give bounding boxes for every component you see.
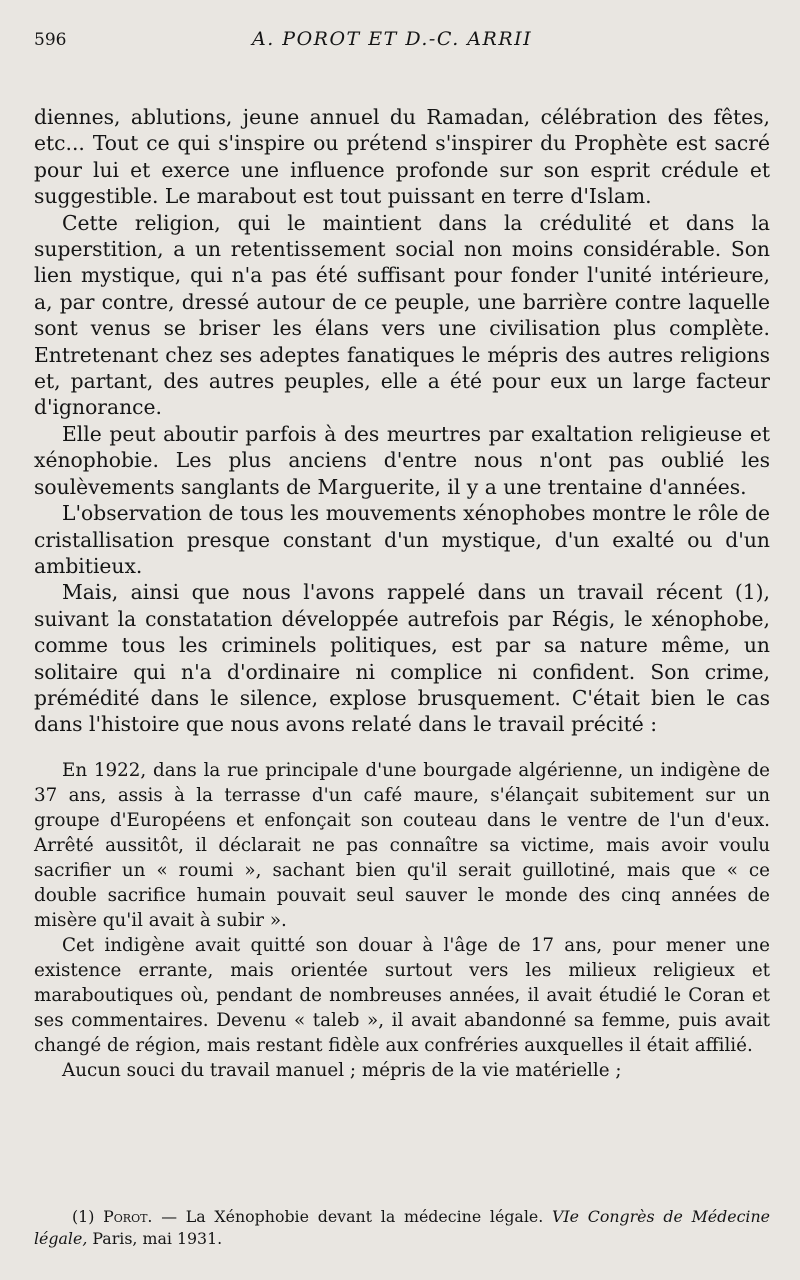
footnote-place-date: Paris, mai 1931. <box>87 1229 223 1248</box>
case-report-quote <box>34 758 770 1083</box>
paragraph: L'observation de tous les mouvements xénophobes montre le rôle de cristallisation presque constant d'un mystique, d'un exalté ou d'un ambitieux. <box>34 501 770 578</box>
paragraph: diennes, ablutions, jeune annuel du Ramadan, célébration des fêtes, etc... Tout ce qui s'inspire ou prétend s'inspirer du Prophète est sacré pour lui et exerce une influence profonde sur son esprit crédule et suggestible. Le marabout est tout puissant en terre d'Islam. <box>34 105 770 209</box>
body-text <box>34 104 770 738</box>
quote-paragraph: Cet indigène avait quitté son douar à l'âge de 17 ans, pour mener une existence errante, mais orientée surtout vers les milieux religieux et maraboutiques où, pendant de nombreuses années, il avait étudié le Coran et ses commentaires. Devenu « taleb », il avait abandonné sa femme, puis avait changé de région, mais restant fidèle aux confréries auxquelles il était affilié. <box>34 934 770 1056</box>
paragraph: Mais, ainsi que nous l'avons rappelé dans un travail récent (1), suivant la constatation développée autrefois par Régis, le xénophobe, comme tous les criminels politiques, est par sa nature même, un solitaire qui n'a d'ordinaire ni complice ni confident. Son crime, prémédité dans le silence, explose brusquement. C'était bien le cas dans l'histoire que nous avons relaté dans le travail précité : <box>34 580 770 737</box>
page-number: 596 <box>34 30 67 50</box>
footnote-author: Porot. <box>103 1207 153 1226</box>
paragraph: Cette religion, qui le maintient dans la crédulité et dans la superstition, a un retentissement social non moins considérable. Son lien mystique, qui n'a pas été suffisant pour fonder l'unité intérieure, a, par contre, dressé autour de ce peuple, une barrière contre laquelle sont venus se briser les élans vers une civilisation plus complète. Entretenant chez ses adeptes fanatiques le mépris des autres religions et, partant, des autres peuples, elle a été pour eux un large facteur d'ignorance. <box>34 210 770 420</box>
quote-paragraph: Aucun souci du travail manuel ; mépris de la vie matérielle ; <box>62 1059 622 1081</box>
running-head: A. POROT ET D.-C. ARRII <box>252 28 533 50</box>
footnote-text: — La Xénophobie devant la médecine légale. <box>152 1207 553 1226</box>
footnote-congress: VIe Congrès de Médecine légale, <box>34 1207 770 1248</box>
page-header <box>34 28 770 64</box>
footnote-marker: (1) <box>72 1207 95 1226</box>
paragraph: Elle peut aboutir parfois à des meurtres par exaltation religieuse et xénophobie. Les plus anciens d'entre nous n'ont pas oublié les soulèvements sanglants de Marguerite, il y a une trentaine d'années. <box>34 421 770 499</box>
footnote <box>34 1206 770 1250</box>
quote-paragraph: En 1922, dans la rue principale d'une bourgade algérienne, un indigène de 37 ans, assis à la terrasse d'un café maure, s'élançait subitement sur un groupe d'Européens et enfonçait son couteau dans le ventre de l'un d'eux. Arrêté aussitôt, il déclarait ne pas connaître sa victime, mais avoir voulu sacrifier un « roumi », sachant bien qu'il serait guillotiné, mais que « ce double sacrifice humain pouvait seul sauver le monde des cinq années de misère qu'il avait à subir ». <box>34 759 770 931</box>
